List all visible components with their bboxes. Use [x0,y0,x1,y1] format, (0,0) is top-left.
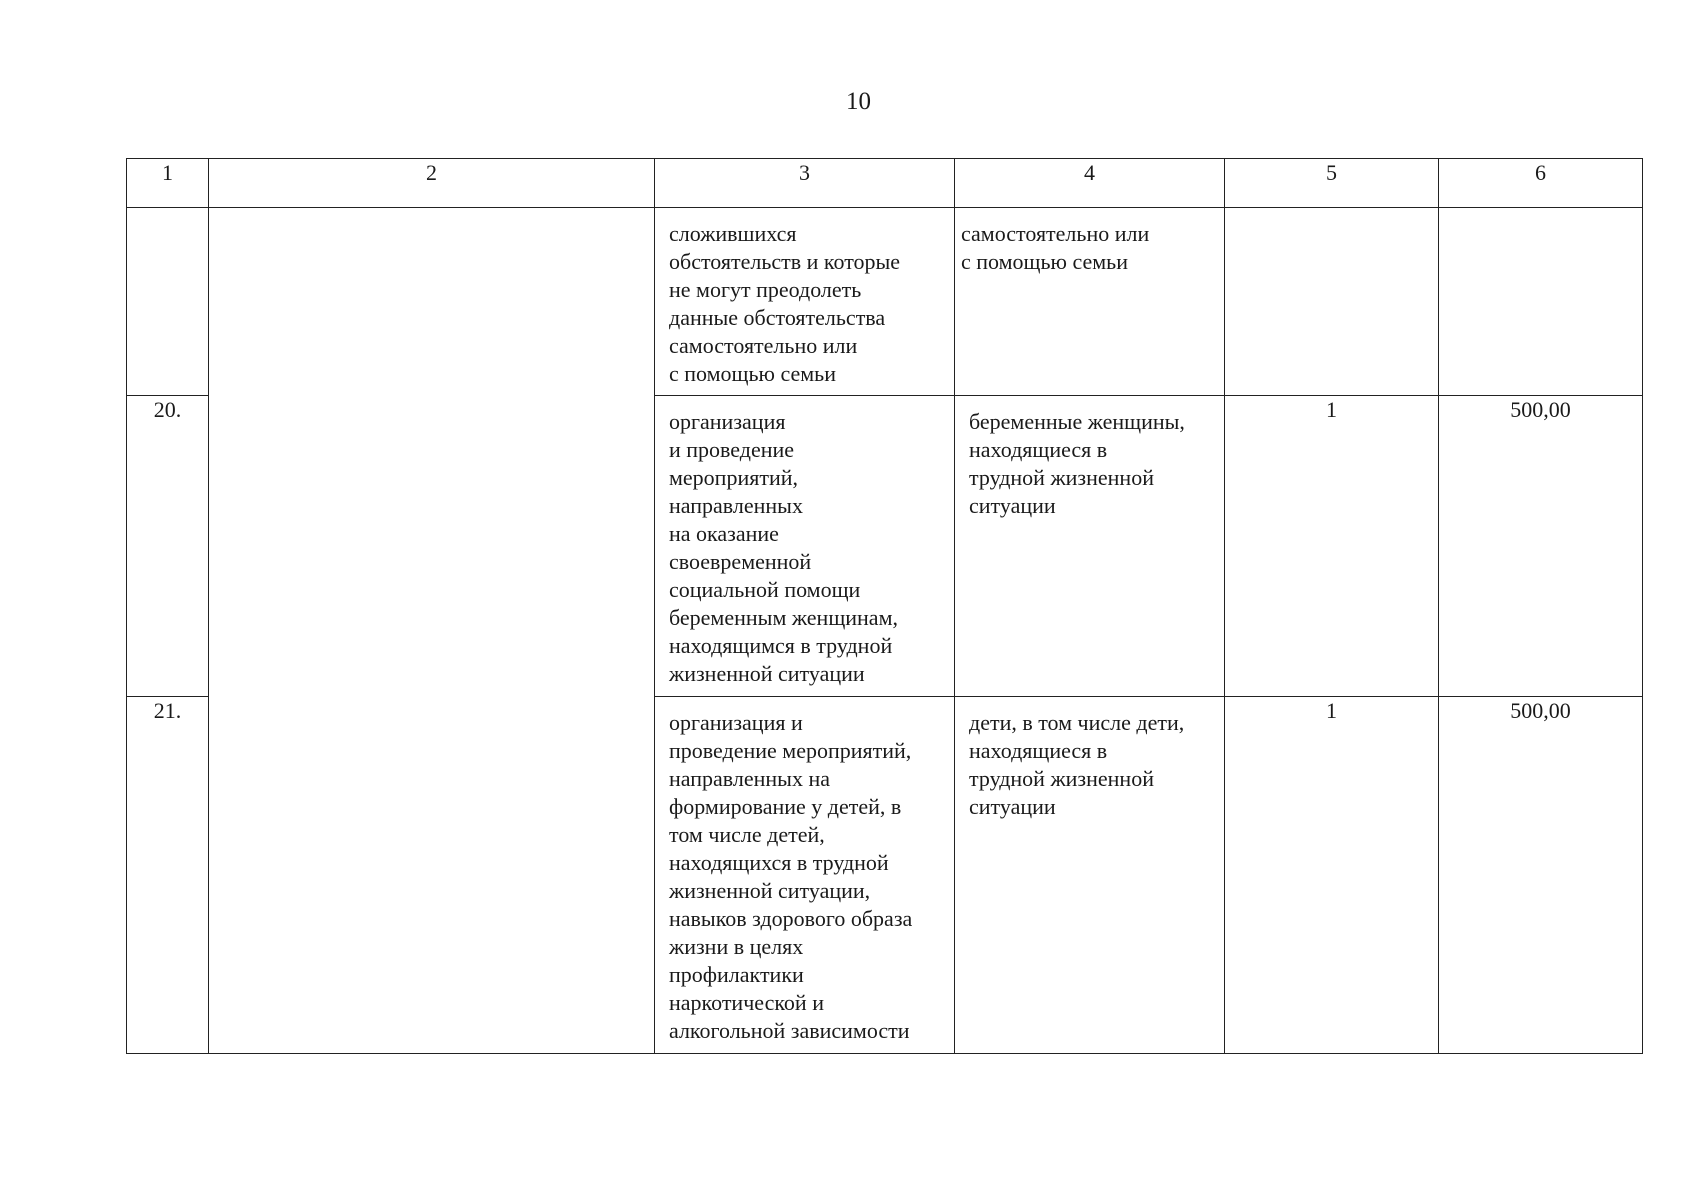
row-number: 20. [127,396,209,697]
quantity-cell: 1 [1225,396,1439,697]
service-description-cell [655,208,955,396]
amount-cell: 500,00 [1439,396,1643,697]
service-description: сложившихся обстоятельств и которые не могут преодолеть данные обстоятельства самостоятельно или с помощью семьи [669,221,901,386]
quantity-cell [1225,208,1439,396]
services-table [126,158,1643,1054]
recipients-cell [955,697,1225,1054]
header-col-2: 2 [209,159,655,208]
merged-col-2-cell [209,208,655,1054]
header-col-5: 5 [1225,159,1439,208]
recipients-cell [955,396,1225,697]
service-description-cell [655,697,955,1054]
header-col-4: 4 [955,159,1225,208]
row-number: 21. [127,697,209,1054]
service-description-cell [655,396,955,697]
table-header-row [127,159,1643,208]
page-number: 10 [846,88,871,115]
table-row [127,208,1643,396]
recipients: дети, в том числе дети, находящиеся в трудной жизненной ситуации [969,710,1185,819]
amount-cell: 500,00 [1439,697,1643,1054]
header-col-6: 6 [1439,159,1643,208]
row-number [127,208,209,396]
service-description: организация и проведение мероприятий, направленных на оказание своевременной социальной помощи беременным женщинам, находящимся в трудной жизненной ситуации [669,409,898,686]
header-col-1: 1 [127,159,209,208]
quantity-cell: 1 [1225,697,1439,1054]
recipients: беременные женщины, находящиеся в трудной жизненной ситуации [969,409,1185,518]
header-col-3: 3 [655,159,955,208]
service-description: организация и проведение мероприятий, направленных на формирование у детей, в том числе детей, находящихся в трудной жизненной ситуации, навыков здорового образа жизни в целях профилактики наркотической и алкогольной зависимости [669,710,913,1043]
recipients-cell [955,208,1225,396]
amount-cell [1439,208,1643,396]
recipients: самостоятельно или с помощью семьи [961,221,1150,274]
